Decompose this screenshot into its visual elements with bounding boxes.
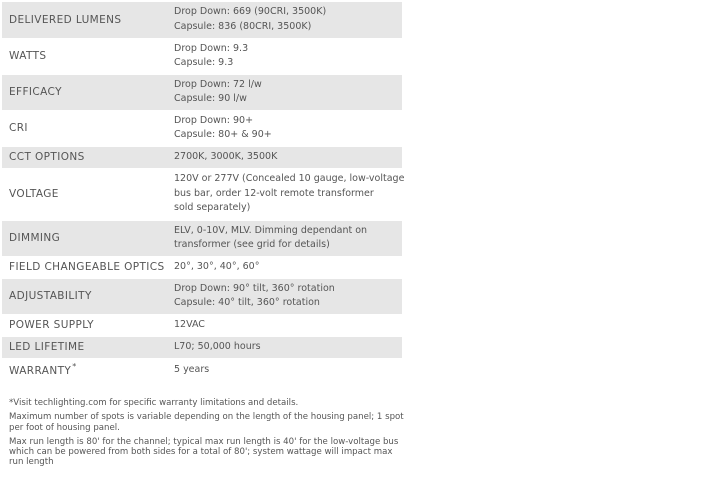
spec-value-line: Drop Down: 90+: [174, 114, 254, 126]
spec-label-text: LED LIFETIME: [9, 341, 85, 353]
spec-label: [2, 314, 167, 336]
spec-label-text: WATTS: [9, 50, 47, 62]
spec-value-line: 120V or 277V (Concealed 10 gauge, low-voltage: [174, 173, 405, 185]
footnote-spots: Maximum number of spots is variable depending on the length of the housing panel; 1 spot per foot of housing panel.: [9, 412, 404, 433]
spec-label: [2, 336, 167, 358]
spec-value-line: Capsule: 9.3: [174, 57, 234, 68]
spec-row: [2, 220, 402, 256]
spec-value: [167, 168, 405, 220]
spec-row: [2, 278, 402, 314]
footnote-warranty: *Visit techlighting.com for specific warranty limitations and details.: [9, 398, 299, 408]
spec-label: [2, 74, 167, 110]
spec-label: [2, 38, 167, 74]
spec-value-line: transformer (see grid for details): [174, 239, 330, 250]
spec-label-text: DELIVERED LUMENS: [9, 13, 122, 26]
spec-row: [2, 146, 402, 168]
spec-label-text: ADJUSTABILITY: [9, 290, 92, 302]
spec-row: [2, 2, 402, 38]
spec-value: [167, 220, 402, 256]
spec-value-line: 20°, 30°, 40°, 60°: [174, 260, 260, 272]
spec-value-line: Capsule: 90 l/w: [174, 93, 247, 104]
spec-row: [2, 74, 402, 110]
spec-value: [167, 110, 402, 146]
spec-label: [2, 278, 167, 314]
spec-row: [2, 168, 402, 220]
spec-value-line: Drop Down: 90° tilt, 360° rotation: [174, 282, 335, 294]
spec-value-line: Capsule: 40° tilt, 360° rotation: [174, 297, 320, 308]
spec-value: [167, 256, 402, 278]
spec-row: [2, 336, 402, 358]
spec-value-line: Drop Down: 9.3: [174, 42, 249, 54]
spec-label: [2, 110, 167, 146]
spec-label-footnote-mark: *: [72, 362, 77, 371]
spec-value: [167, 278, 402, 314]
spec-value-line: ELV, 0-10V, MLV. Dimming dependant on: [174, 224, 368, 236]
spec-label: [2, 220, 167, 256]
spec-value: [167, 314, 402, 336]
footnote-run-length: Max run length is 80' for the channel; typical max run length is 40' for the low-voltage bus which can be powered from both sides for a total of 80'; system wattage will impact max run length: [9, 436, 399, 468]
spec-label-text: CRI: [9, 122, 28, 134]
spec-label-text: VOLTAGE: [9, 188, 59, 200]
spec-label: [2, 358, 167, 383]
spec-row: [2, 314, 402, 336]
spec-value: [167, 2, 402, 38]
spec-value-line: Capsule: 836 (80CRI, 3500K): [174, 20, 312, 32]
spec-value: [167, 74, 402, 110]
spec-label: [2, 256, 167, 278]
footnotes: [9, 398, 404, 472]
spec-label: [2, 2, 167, 38]
spec-row: [2, 358, 402, 383]
spec-label-text: POWER SUPPLY: [9, 319, 94, 331]
spec-value-line: Drop Down: 72 l/w: [174, 78, 262, 90]
spec-value: [167, 146, 402, 168]
spec-label-text: CCT OPTIONS: [9, 151, 85, 163]
spec-row: [2, 256, 402, 278]
spec-label-text: WARRANTY: [9, 364, 72, 377]
spec-label-text: EFFICACY: [9, 86, 62, 98]
spec-value-line: 2700K, 3000K, 3500K: [174, 150, 278, 162]
spec-value-line: L70; 50,000 hours: [174, 340, 261, 352]
spec-value: [167, 358, 402, 383]
spec-value: [167, 336, 402, 358]
spec-label: [2, 146, 167, 168]
spec-value-line: bus bar, order 12-volt remote transformer: [174, 187, 374, 199]
spec-value-line: Capsule: 80+ & 90+: [174, 129, 272, 140]
spec-value: [167, 38, 402, 74]
specification-table: [2, 2, 405, 384]
spec-row: [2, 110, 402, 146]
specification-table-body: [2, 2, 405, 383]
spec-label-text: DIMMING: [9, 232, 61, 244]
spec-value-line: sold separately): [174, 202, 251, 214]
spec-label-text: FIELD CHANGEABLE OPTICS: [9, 261, 165, 273]
spec-row: [2, 38, 402, 74]
spec-value-line: Drop Down: 669 (90CRI, 3500K): [174, 6, 327, 18]
spec-value-line: 12VAC: [174, 318, 205, 330]
spec-label: [2, 168, 167, 220]
spec-value-line: 5 years: [174, 364, 210, 376]
